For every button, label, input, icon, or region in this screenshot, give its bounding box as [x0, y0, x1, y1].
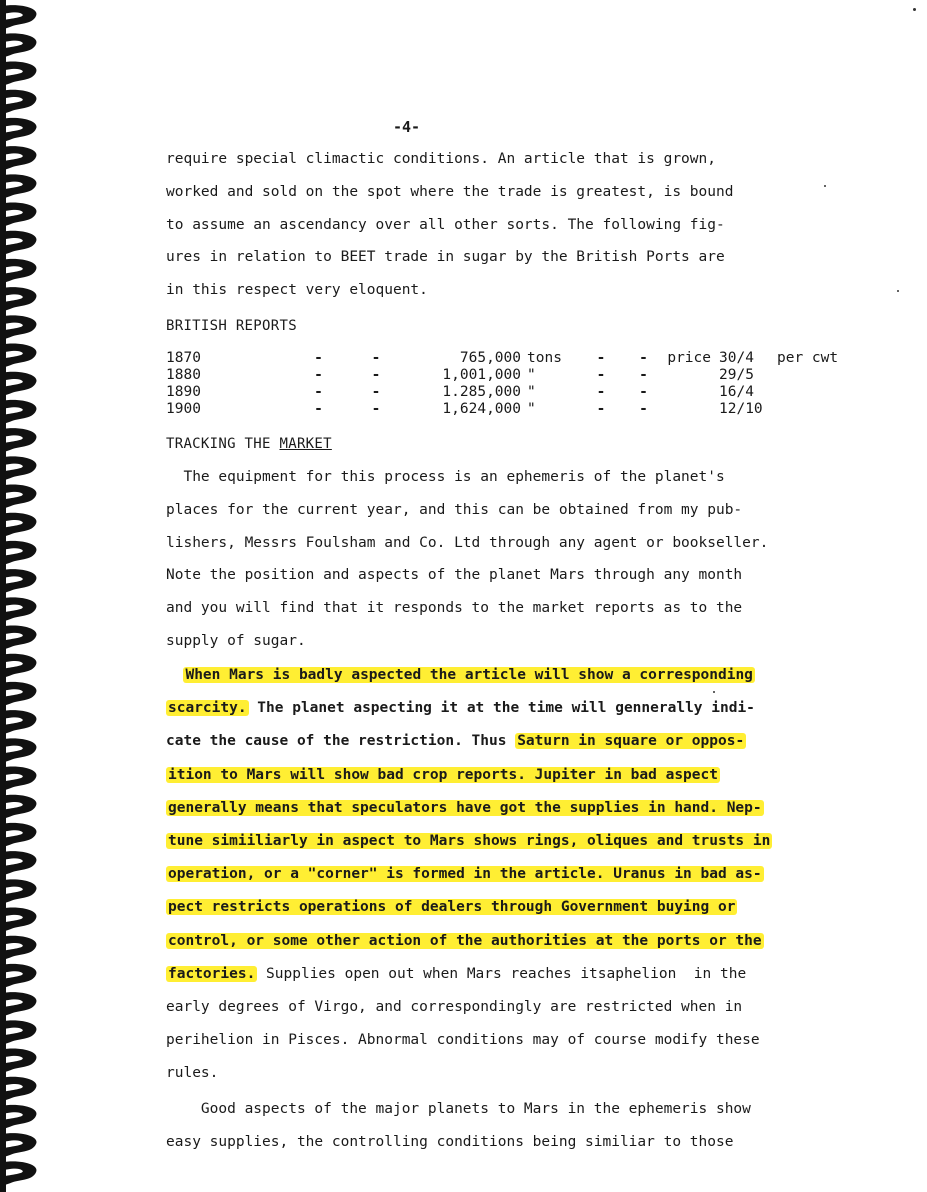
cell-price-label	[661, 367, 711, 384]
binding-coil	[2, 5, 37, 29]
cell-price-label	[661, 384, 711, 401]
binding-coil	[2, 344, 37, 368]
cell-dash2: -	[371, 367, 381, 383]
binding-coil	[2, 767, 37, 791]
binding-coil	[2, 513, 37, 537]
cell-unit: "	[527, 401, 536, 417]
british-reports-table	[166, 350, 846, 418]
mars-aspects-line	[166, 863, 764, 885]
binding-coil	[2, 1133, 37, 1157]
mars-aspects-line	[166, 930, 764, 952]
cell-dash4: -	[639, 401, 648, 417]
cell-dash4: -	[639, 350, 648, 366]
binding-coil	[2, 1049, 37, 1073]
cell-year: 1890	[166, 384, 201, 400]
binding-coil	[2, 33, 37, 57]
cell-dash3: -	[596, 367, 606, 383]
cell-dash2: -	[371, 401, 381, 417]
binding-coil	[2, 174, 37, 198]
binding-coil	[2, 823, 37, 847]
scan-speck	[897, 290, 899, 292]
binding-coil	[2, 231, 37, 255]
binding-coil	[2, 203, 37, 227]
binding-coil	[2, 90, 37, 114]
cell-dash1: -	[314, 367, 323, 383]
cell-year: 1880	[166, 367, 201, 383]
table-row	[166, 350, 846, 367]
binding-coil	[2, 1105, 37, 1129]
plain-text: cate the cause of the restriction. Thus	[166, 733, 516, 750]
table-row	[166, 401, 846, 418]
cell-dash1: -	[314, 401, 323, 417]
tracking-heading-prefix: TRACKING THE	[166, 436, 280, 452]
binding-coil	[2, 710, 37, 734]
tracking-line: The equipment for this process is an ephemeris of the planet's	[166, 469, 725, 485]
intro-paragraph	[166, 148, 806, 313]
cell-unit: "	[527, 384, 536, 400]
cell-price: 30/4	[719, 350, 754, 366]
binding-coil	[2, 400, 37, 424]
cell-amount: 1,001,000	[442, 367, 521, 383]
mars-aspects-line	[166, 896, 737, 918]
mars-aspects-line	[166, 664, 755, 686]
binding-coil	[2, 569, 37, 593]
cell-amount: 1,624,000	[442, 401, 521, 417]
binding-coil	[2, 1077, 37, 1101]
mars-aspects-line	[166, 1029, 760, 1051]
binding-coil	[2, 795, 37, 819]
binding-coil	[2, 936, 37, 960]
cell-unit: "	[527, 367, 536, 383]
highlighted-text: scarcity.	[168, 700, 247, 717]
plain-text: The planet aspecting it at the time will gennerally indi-	[248, 700, 755, 717]
cell-dash3: -	[596, 350, 606, 366]
binding-coil	[2, 654, 37, 678]
cell-price-suffix: per cwt	[777, 350, 839, 366]
table-row	[166, 367, 846, 384]
cell-price: 12/10	[719, 401, 763, 417]
scan-speck	[913, 8, 916, 11]
cell-price-suffix	[771, 367, 846, 384]
cell-dash3: -	[596, 401, 606, 417]
cell-dash4: -	[639, 367, 648, 383]
cell-amount: 765,000	[459, 350, 521, 366]
intro-line: worked and sold on the spot where the trade is greatest, is bound	[166, 183, 734, 200]
binding-coil	[2, 682, 37, 706]
binding-coil	[2, 908, 37, 932]
tracking-paragraph	[166, 466, 806, 666]
tracking-line: supply of sugar.	[166, 633, 306, 649]
tracking-line: lishers, Messrs Foulsham and Co. Ltd through any agent or bookseller.	[166, 534, 769, 551]
binding-coil	[2, 1161, 37, 1185]
cell-price: 16/4	[719, 384, 754, 400]
binding-coil	[2, 851, 37, 875]
binding-coil	[2, 992, 37, 1016]
british-reports-heading: BRITISH REPORTS	[166, 318, 297, 334]
binding-coil	[2, 146, 37, 170]
cell-unit: tons	[527, 350, 562, 366]
binding-coil	[2, 372, 37, 396]
cell-price-label	[661, 401, 711, 418]
tracking-line: places for the current year, and this can be obtained from my pub-	[166, 501, 743, 518]
mars-aspects-line	[166, 697, 755, 719]
intro-line: require special climactic conditions. An article that is grown,	[166, 151, 716, 167]
highlighted-text: generally means that speculators have got the supplies in hand. Nep-	[168, 799, 762, 816]
tracking-line: and you will find that it responds to the market reports as to the	[166, 600, 743, 617]
intro-line: ures in relation to BEET trade in sugar by the British Ports are	[166, 249, 725, 266]
highlighted-text: factories.	[168, 965, 256, 982]
tracking-heading-market: MARKET	[279, 436, 332, 452]
cell-price: 29/5	[719, 367, 754, 383]
binding-coil	[2, 118, 37, 142]
highlighted-text: When Mars is badly aspected the article will show a corresponding	[185, 667, 753, 683]
mars-aspects-line	[166, 996, 742, 1018]
cell-dash2: -	[371, 350, 381, 366]
cell-year: 1900	[166, 401, 201, 417]
highlighted-text: Saturn in square or oppos-	[517, 733, 745, 750]
cell-dash4: -	[639, 384, 648, 400]
binding-coil	[2, 541, 37, 565]
binding-coil	[2, 964, 37, 988]
mars-aspects-line	[166, 764, 720, 786]
cell-price-suffix	[771, 384, 846, 401]
binding-coil	[2, 626, 37, 650]
closing-line: easy supplies, the controlling conditions being similiar to those	[166, 1133, 734, 1150]
binding-coil	[2, 259, 37, 283]
intro-line: in this respect very eloquent.	[166, 282, 428, 299]
mars-aspects-paragraph	[166, 664, 806, 1104]
plain-text: Supplies open out when Mars reaches itsaphelion in the	[257, 965, 747, 982]
intro-line: to assume an ascendancy over all other sorts. The following fig-	[166, 216, 725, 233]
cell-amount: 1.285,000	[442, 384, 521, 400]
highlighted-text: tune simiiliarly in aspect to Mars shows rings, oliques and trusts in	[168, 833, 771, 849]
binding-coil	[2, 287, 37, 311]
spiral-binding	[0, 0, 44, 1192]
highlighted-text: operation, or a "corner" is formed in the article. Uranus in bad as-	[168, 866, 762, 883]
closing-paragraph	[166, 1098, 806, 1164]
binding-coil	[2, 428, 37, 452]
mars-aspects-line	[166, 1062, 218, 1084]
scan-speck	[713, 691, 715, 693]
plain-text: early degrees of Virgo, and correspondingly are restricted when in	[166, 999, 743, 1015]
cell-dash3: -	[596, 384, 606, 400]
plain-text: perihelion in Pisces. Abnormal conditions may of course modify these	[166, 1032, 760, 1049]
cell-dash2: -	[371, 384, 381, 400]
plain-text	[166, 667, 183, 683]
binding-coil	[2, 738, 37, 762]
scan-speck	[824, 185, 826, 187]
mars-aspects-line	[166, 963, 746, 985]
highlighted-text: control, or some other action of the authorities at the ports or the	[168, 932, 762, 949]
cell-dash1: -	[314, 384, 323, 400]
cell-year: 1870	[166, 350, 201, 366]
mars-aspects-line	[166, 797, 764, 819]
binding-coil	[2, 315, 37, 339]
tracking-heading	[166, 436, 332, 452]
binding-coil	[2, 1020, 37, 1044]
cell-price-suffix	[771, 401, 846, 418]
mars-aspects-line	[166, 830, 772, 852]
binding-coil	[2, 879, 37, 903]
table-row	[166, 384, 846, 401]
binding-coil	[2, 597, 37, 621]
mars-aspects-line	[166, 730, 746, 752]
closing-line: Good aspects of the major planets to Mars in the ephemeris show	[166, 1101, 751, 1117]
plain-text: rules.	[166, 1065, 219, 1082]
tracking-line: Note the position and aspects of the planet Mars through any month	[166, 567, 743, 584]
highlighted-text: ition to Mars will show bad crop reports. Jupiter in bad aspect	[168, 766, 718, 783]
cell-price-label: price	[667, 350, 711, 366]
page-number: -4-	[393, 118, 421, 136]
highlighted-text: pect restricts operations of dealers through Government buying or	[168, 899, 736, 916]
cell-dash1: -	[314, 350, 323, 366]
binding-coil	[2, 456, 37, 480]
binding-coil	[2, 62, 37, 86]
binding-coil	[2, 485, 37, 509]
